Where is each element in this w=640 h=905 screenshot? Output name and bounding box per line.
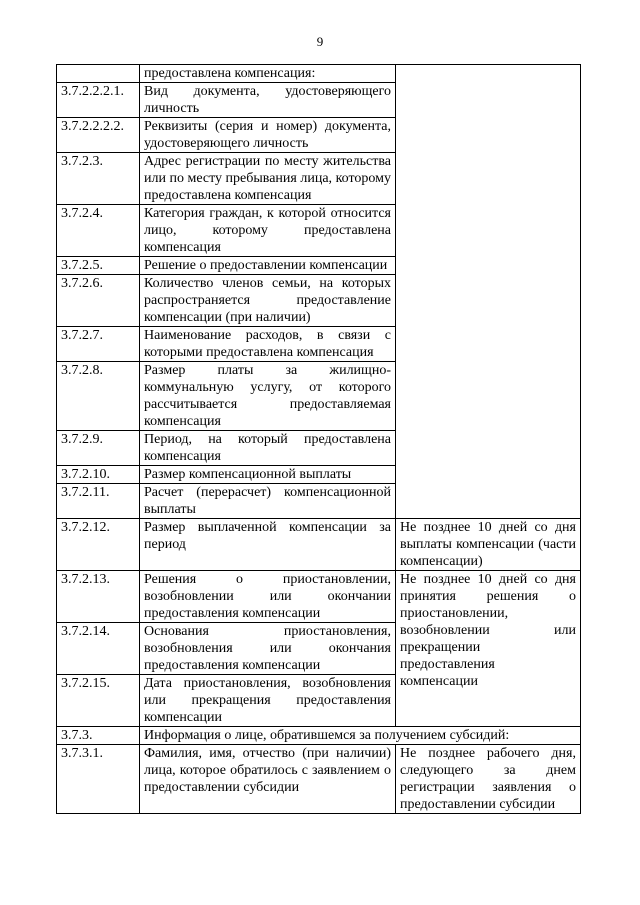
row-number: 3.7.2.7.	[57, 327, 140, 362]
row-number: 3.7.2.3.	[57, 153, 140, 205]
row-text: Период, на который предоставлена компенсация	[140, 431, 396, 466]
row-text: Размер платы за жилищно-коммунальную услугу, от которого рассчитывается предоставляемая компенсация	[140, 362, 396, 431]
row-number	[57, 65, 140, 83]
row-text: Информация о лице, обратившемся за получением субсидий:	[140, 727, 581, 745]
row-text: Количество членов семьи, на которых распространяется предоставление компенсации (при наличии)	[140, 275, 396, 327]
row-text: Реквизиты (серия и номер) документа, удостоверяющего личность	[140, 118, 396, 153]
row-number: 3.7.2.8.	[57, 362, 140, 431]
table-row	[57, 65, 581, 83]
row-number: 3.7.3.	[57, 727, 140, 745]
requirements-table	[56, 64, 581, 814]
row-text: предоставлена компенсация:	[140, 65, 396, 83]
page-number: 9	[316, 34, 324, 49]
row-number: 3.7.2.4.	[57, 205, 140, 257]
deadline-payment: Не позднее 10 дней со дня выплаты компенсации (части компенсации)	[396, 519, 581, 571]
table-row	[57, 745, 581, 814]
table-row	[57, 519, 581, 571]
row-number: 3.7.2.12.	[57, 519, 140, 571]
row-number: 3.7.2.15.	[57, 675, 140, 727]
row-number: 3.7.2.9.	[57, 431, 140, 466]
row-text: Фамилия, имя, отчество (при наличии) лица, которое обратилось с заявлением о предоставлении субсидии	[140, 745, 396, 814]
table-row	[57, 571, 581, 623]
row-text: Наименование расходов, в связи с которыми предоставлена компенсация	[140, 327, 396, 362]
row-text: Дата приостановления, возобновления или прекращения предоставления компенсации	[140, 675, 396, 727]
row-number: 3.7.2.13.	[57, 571, 140, 623]
deadline-cell-empty	[396, 65, 581, 519]
row-text: Категория граждан, к которой относится лицо, которому предоставлена компенсация	[140, 205, 396, 257]
row-number: 3.7.2.11.	[57, 484, 140, 519]
row-text: Размер компенсационной выплаты	[140, 466, 396, 484]
row-number: 3.7.3.1.	[57, 745, 140, 814]
row-number: 3.7.2.6.	[57, 275, 140, 327]
row-text: Вид документа, удостоверяющего личность	[140, 83, 396, 118]
row-text: Размер выплаченной компенсации за период	[140, 519, 396, 571]
row-text: Расчет (перерасчет) компенсационной выплаты	[140, 484, 396, 519]
table-row	[57, 727, 581, 745]
row-text: Решение о предоставлении компенсации	[140, 257, 396, 275]
deadline-application: Не позднее рабочего дня, следующего за днем регистрации заявления о предоставлении субсидии	[396, 745, 581, 814]
row-text: Основания приостановления, возобновления или окончания предоставления компенсации	[140, 623, 396, 675]
row-number: 3.7.2.14.	[57, 623, 140, 675]
row-number: 3.7.2.5.	[57, 257, 140, 275]
row-text: Адрес регистрации по месту жительства или по месту пребывания лица, которому предоставлена компенсация	[140, 153, 396, 205]
row-text: Решения о приостановлении, возобновлении или окончании предоставления компенсации	[140, 571, 396, 623]
deadline-decision: Не позднее 10 дней со дня принятия решения о приостановлении, возобновлении или прекращении предоставления компенсации	[396, 571, 581, 727]
row-number: 3.7.2.2.2.1.	[57, 83, 140, 118]
row-number: 3.7.2.10.	[57, 466, 140, 484]
row-number: 3.7.2.2.2.2.	[57, 118, 140, 153]
